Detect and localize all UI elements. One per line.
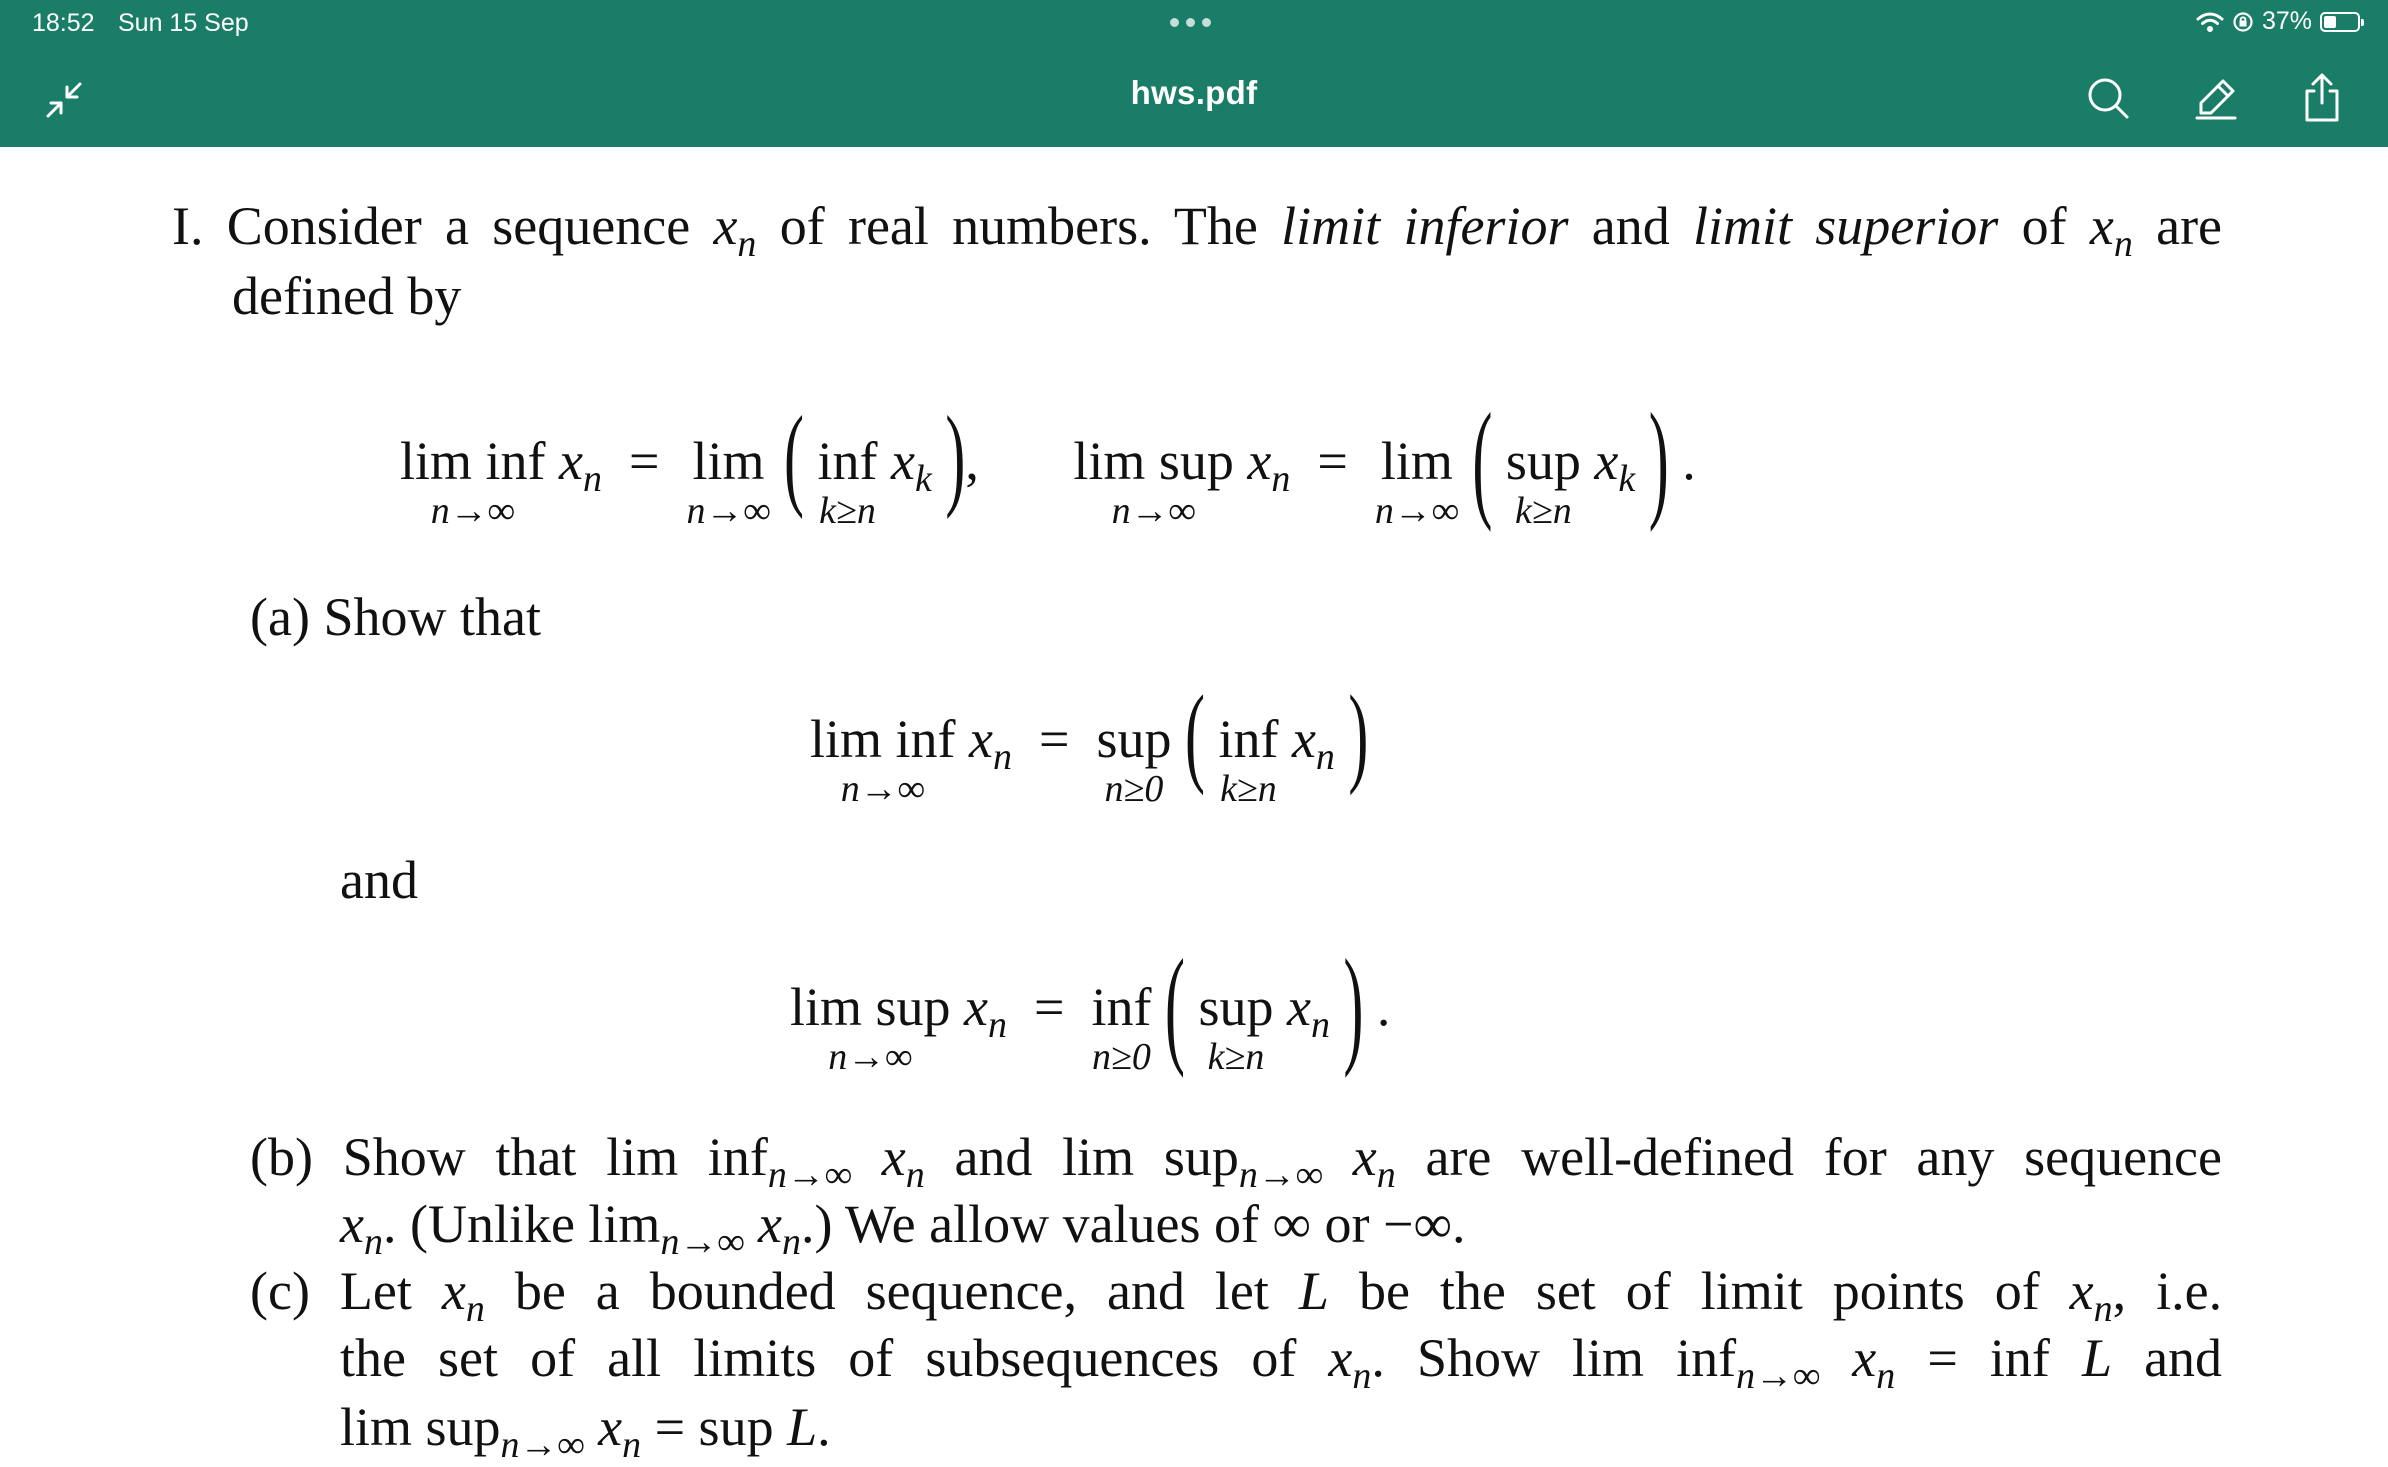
battery-icon [2320, 12, 2360, 32]
equation-liminf-limsup-definition: lim inf n→∞ $x_n$ = lim n→∞ ( inf k≥n $x_k$ ), lim sup n→∞ $x_n$ = lim n→∞ ( sup k≥n $x_k$ ) . [400, 387, 1696, 533]
status-time: 18:52 [32, 9, 95, 37]
equation-limsup-inf-sup: lim sup n→∞ $x_n$ = inf n≥0 ( sup k≥n $x_n$ ) . [790, 933, 1391, 1079]
status-indicators [2196, 7, 2360, 36]
multitasking-dots-icon[interactable] [1170, 18, 1211, 27]
part-a-intro: (a) Show that [250, 587, 541, 647]
part-b-line-1: (b) Show that lim inf$_{n\to\infty}$ $x_n$ and lim sup$_{n\to\infty}$ $x_n$ are well-defined for any sequence [250, 1127, 2222, 1196]
equation-liminf-sup-inf: lim inf n→∞ $x_n$ = sup n≥0 ( inf k≥n $x_n$ ) [810, 673, 1369, 810]
markup-pen-icon[interactable] [2186, 68, 2246, 128]
paragraph-i-line-1: I. Consider a sequence $x_n$ of real numbers. The limit inferior and limit superior of $x_n$ are [172, 196, 2223, 265]
toolbar [0, 0, 2388, 147]
part-c-line-3: lim sup$_{n\to\infty}$ $x_n$ = sup L. [340, 1397, 831, 1466]
status-date: Sun 15 Sep [118, 9, 249, 37]
part-b-line-2: $x_n$. (Unlike $\lim_{n\to\infty} x_n$.) We allow values of ∞ or −∞. [340, 1194, 1466, 1263]
part-c-line-1: (c) Let $x_n$ be a bounded sequence, and let L be the set of limit points of $x_n$, i.e. [250, 1261, 2223, 1330]
share-icon[interactable] [2292, 68, 2352, 128]
part-a-and: and [340, 850, 418, 910]
battery-percentage: 37% [2261, 7, 2312, 35]
orientation-lock-icon [2232, 11, 2254, 33]
pdf-page[interactable] [0, 147, 2388, 1467]
part-c-line-2: the set of all limits of subsequences of $x_n$. Show lim inf$_{n\to\infty}$ $x_n$ = inf L and [340, 1328, 2223, 1397]
search-icon[interactable] [2078, 68, 2138, 128]
document-title: hws.pdf [1130, 74, 1258, 111]
paragraph-i-line-2: defined by [232, 266, 462, 326]
wifi-icon [2196, 11, 2224, 33]
